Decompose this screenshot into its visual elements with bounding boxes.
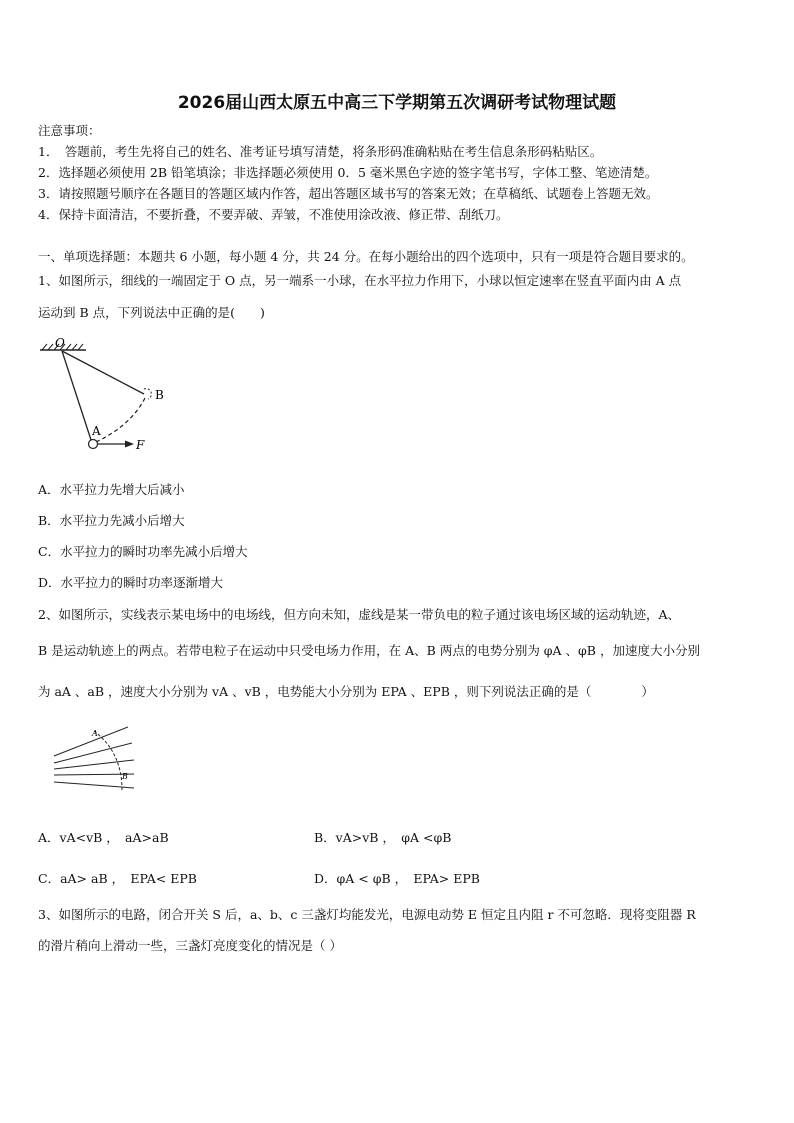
- q1-option-b: B．水平拉力先减小后增大: [38, 513, 185, 528]
- q2-option-b: B．vA>vB ， φA <φB: [314, 830, 452, 845]
- q1-option-a: A．水平拉力先增大后减小: [38, 482, 185, 497]
- label-f: F: [136, 438, 145, 452]
- notice-item-1: 1． 答题前，考生先将自己的姓名、准考证号填写清楚，将条形码准确粘贴在考生信息条形码粘贴区。: [38, 144, 603, 159]
- q2-stem-line1: 2、如图所示，实线表示某电场中的电场线，但方向未知，虚线是某一带负电的粒子通过该电场区域的运动轨迹，A、: [38, 607, 680, 622]
- q1-stem-line1: 1、如图所示，细线的一端固定于 O 点，另一端系一小球，在水平拉力作用下，小球以恒定速率在竖直平面内由 A 点: [38, 273, 682, 288]
- label-b: B: [155, 388, 164, 402]
- q1-option-d: D．水平拉力的瞬时功率逐渐增大: [38, 575, 224, 590]
- notice-heading: 注意事项：: [38, 123, 101, 138]
- q2-option-c: C．aA> aB ， EPA< EPB: [38, 871, 197, 886]
- q3-stem-line2: 的滑片稍向上滑动一些，三盏灯亮度变化的情况是（ ）: [38, 938, 342, 953]
- section-heading: 一、单项选择题：本题共 6 小题，每小题 4 分，共 24 分。在每小题给出的四个选项中，只有一项是符合题目要求的。: [38, 249, 694, 264]
- q2-option-a: A．vA<vB ， aA>aB: [38, 830, 169, 845]
- label-a: A: [92, 729, 98, 738]
- label-a: A: [92, 424, 101, 438]
- q2-option-d: D．φA < φB ， EPA> EPB: [314, 871, 480, 886]
- notice-item-2: 2．选择题必须使用 2B 铅笔填涂；非选择题必须使用 0．5 毫米黑色字迹的签字笔书写，字体工整、笔迹清楚。: [38, 165, 658, 180]
- page-title: 2026届山西太原五中高三下学期第五次调研考试物理试题: [177, 93, 617, 113]
- notice-item-3: 3．请按照题号顺序在各题目的答题区域内作答，超出答题区域书写的答案无效；在草稿纸、试题卷上答题无效。: [38, 186, 659, 201]
- label-b: B: [122, 772, 128, 781]
- q1-option-c: C．水平拉力的瞬时功率先减小后增大: [38, 544, 248, 559]
- notice-item-4: 4．保持卡面清洁，不要折叠，不要弄破、弄皱，不准使用涂改液、修正带、刮纸刀。: [38, 207, 509, 222]
- q3-stem-line1: 3、如图所示的电路，闭合开关 S 后，a、b、c 三盏灯均能发光，电源电动势 E 恒定且内阻 r 不可忽略．现将变阻器 R: [38, 907, 696, 922]
- q1-stem-line2: 运动到 B 点，下列说法中正确的是( ): [38, 305, 265, 320]
- label-o: O: [55, 336, 65, 350]
- q2-stem-line3: 为 aA 、aB ，速度大小分别为 vA 、vB ，电势能大小分别为 EPA 、EPB ，则下列说法正确的是（ ）: [38, 684, 654, 699]
- q2-stem-line2: B 是运动轨迹上的两点。若带电粒子在运动中只受电场力作用，在 A、B 两点的电势分别为 φA 、φB ，加速度大小分别: [38, 643, 700, 658]
- q2-field-figure: [50, 722, 140, 794]
- q1-pendulum-figure: [36, 333, 186, 458]
